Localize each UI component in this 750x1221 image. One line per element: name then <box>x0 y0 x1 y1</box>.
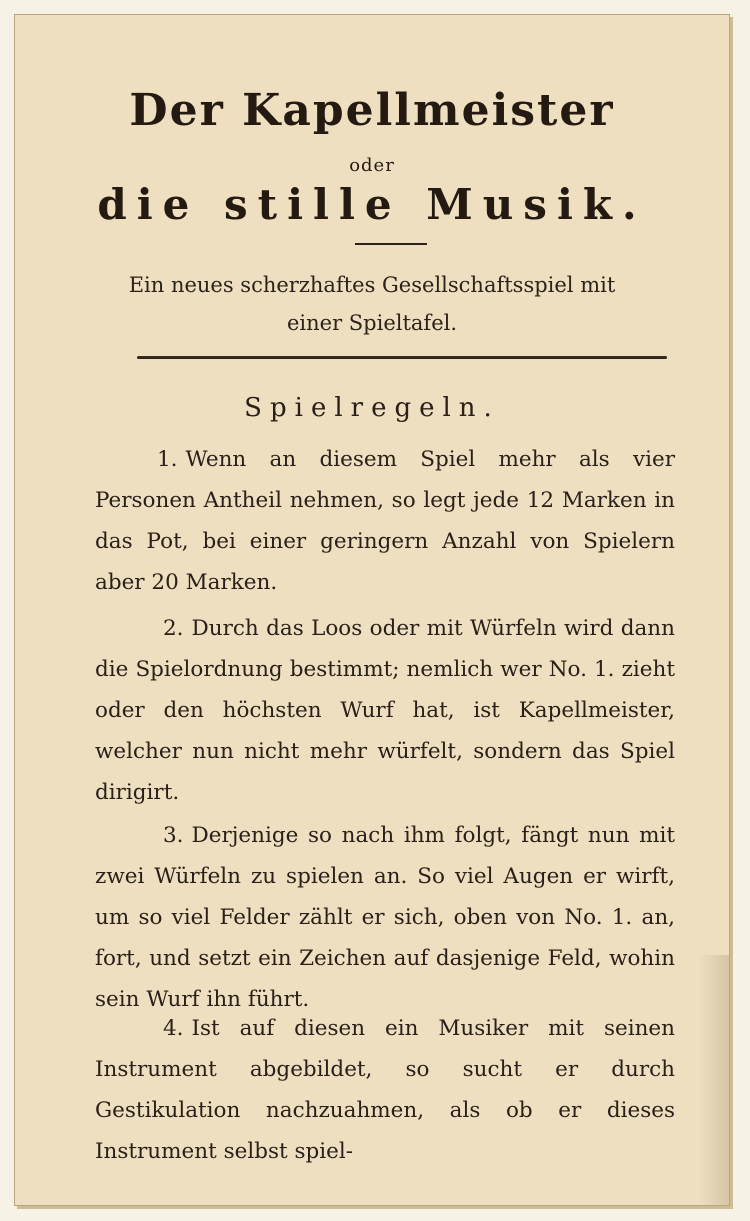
document-subtitle-title: die stille Musik. <box>97 180 647 229</box>
rule-text: Durch das Loos oder mit Würfeln wird dann die Spielordnung bestimmt; nemlich wer No. 1. zieht oder den höchsten Wurf hat, ist Kapellmeister, welcher nun nicht mehr würfelt, sondern das Spiel dirigirt. <box>95 616 675 805</box>
subtitle-line-1: Ein neues scherzhaftes Gesellschaftsspiel mit <box>128 273 616 297</box>
rule-number: 3. <box>163 823 184 848</box>
rule-text: Wenn an diesem Spiel mehr als vier Personen Antheil nehmen, so legt jede 12 Marken in das Pot, bei einer geringern Anzahl von Spielern aber 20 Marken. <box>95 447 675 595</box>
rule-number: 1. <box>157 447 178 472</box>
rule-number: 2. <box>163 616 184 641</box>
rule-text: Derjenige so nach ihm folgt, fängt nun mit zwei Würfeln zu spielen an. So viel Augen er wirft, um so viel Felder zählt er sich, oben von No. 1. an, fort, und setzt ein Zeichen auf dasjenige Feld, wohin sein Wurf ihn führt. <box>95 823 675 1012</box>
subtitle-line-2: einer Spieltafel. <box>286 311 458 335</box>
document-page <box>14 14 730 1206</box>
rule-paragraph-1 <box>95 439 675 603</box>
long-divider <box>137 356 667 359</box>
paper-edge-wear <box>699 955 729 1205</box>
document-title: Der Kapellmeister <box>129 85 615 136</box>
rules-heading: Spielregeln. <box>244 393 500 423</box>
rule-paragraph-2 <box>95 608 675 813</box>
rule-text: Ist auf diesen ein Musiker mit seinen Instrument abgebildet, so sucht er durch Gestikulation nachzuahmen, als ob er dieses Instrument selbst spiel- <box>95 1016 675 1164</box>
rule-paragraph-3 <box>95 815 675 1020</box>
rule-number: 4. <box>163 1016 184 1041</box>
short-divider <box>355 243 427 245</box>
rule-paragraph-4 <box>95 1008 675 1172</box>
title-connector: oder <box>349 155 395 176</box>
